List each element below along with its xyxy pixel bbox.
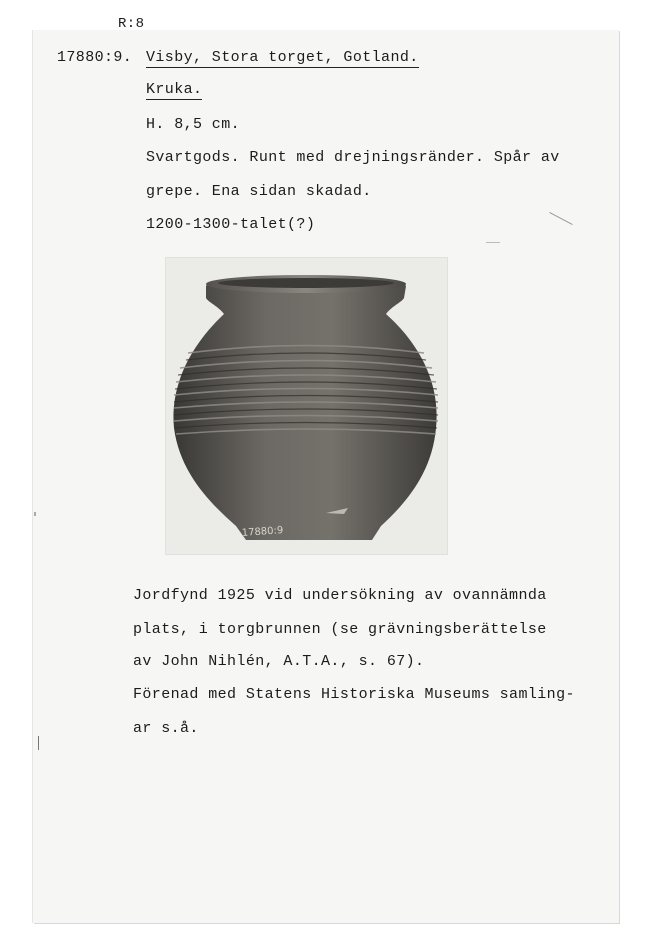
find-info-line-4: Förenad med Statens Historiska Museums samling-: [133, 686, 575, 703]
catalog-number: 17880:9.: [57, 49, 133, 66]
find-info-line-1: Jordfynd 1925 vid undersökning av ovannämnda: [133, 587, 547, 604]
find-location: Visby, Stora torget, Gotland.: [146, 49, 419, 66]
stray-dash: [486, 242, 500, 243]
find-info-line-2: plats, i torgbrunnen (se grävningsberättelse: [133, 621, 547, 638]
pot-photograph: [165, 257, 448, 555]
object-height: H. 8,5 cm.: [146, 116, 241, 133]
description-line-1: Svartgods. Runt med drejningsränder. Spår av: [146, 149, 560, 166]
pot-inscription: 17880:9: [241, 525, 284, 539]
object-name: Kruka.: [146, 81, 203, 98]
margin-tick: [38, 736, 39, 750]
find-info-line-3: av John Nihlén, A.T.A., s. 67).: [133, 653, 425, 670]
pot-image: [166, 258, 447, 554]
find-info-line-5: ar s.å.: [133, 720, 199, 737]
corner-mark: R:8: [118, 16, 145, 32]
margin-dot: [34, 512, 36, 516]
description-line-2: grepe. Ena sidan skadad.: [146, 183, 372, 200]
dating: 1200-1300-talet(?): [146, 216, 316, 233]
